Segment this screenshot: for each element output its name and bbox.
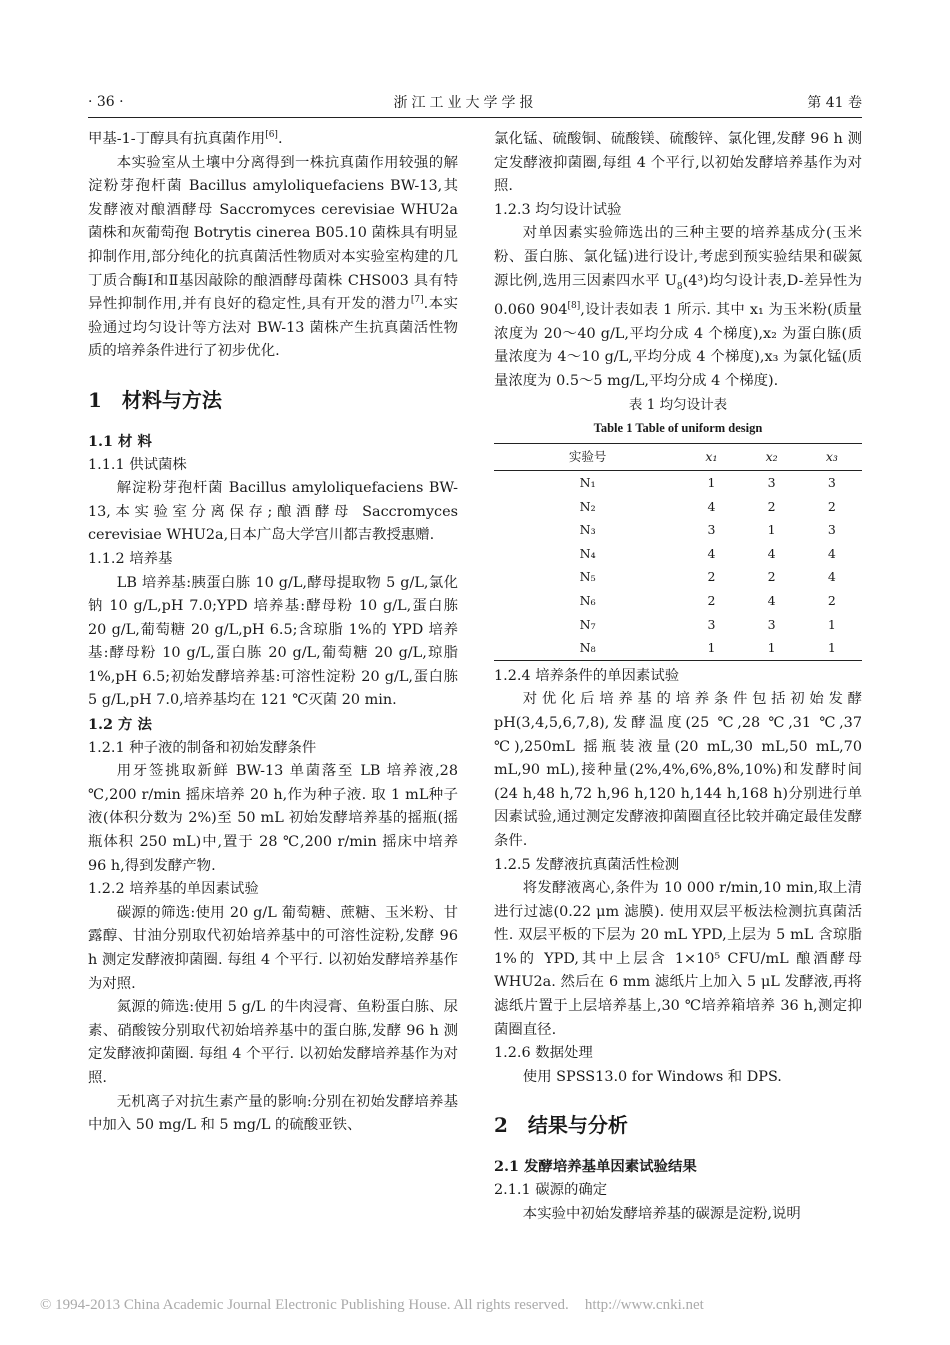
table-cell: 2: [767, 569, 776, 585]
table-cell: 2: [827, 498, 836, 514]
header-rule: [88, 117, 862, 118]
paragraph: 将发酵液离心,条件为 10 000 r/min,10 min,取上清进行过滤(0.22 μm 滤膜). 使用双层平板法检测抗真菌活性. 双层平板的下层为 20 mL YPD,上层为 5 mL 含琼脂 1%的 YPD,其中上层含 1×10⁵ CFU/mL 酿酒酵母 WHU2a. 然后在 6 mm 滤纸片上加入 5 μL 发酵液,再将滤纸片置于上层培养基上,30 ℃培养箱培养 36 h,测定抑菌圈直径.: [494, 880, 862, 1038]
subsection-heading: 2.1 发酵培养基单因素试验结果: [494, 1158, 697, 1176]
volume-number: 第 41 卷: [807, 95, 862, 111]
column-header: x₃: [802, 444, 862, 471]
table-cell: N₈: [494, 636, 681, 660]
table-caption-cn: 表 1 均匀设计表: [628, 397, 728, 414]
page-number: · 36 ·: [88, 94, 124, 110]
table-cell: 3: [767, 616, 776, 632]
subsubsection-heading: 1.2.3 均匀设计试验: [494, 201, 622, 218]
paragraph: 对单因素实验筛选出的三种主要的培养基成分(玉米粉、蛋白胨、氯化锰)进行设计,考虑到预实验结果和碳氮源比例,选用三因素四水平 $U_8(4^3)$均匀设计表,D-差异性为 0.060 904[8],设计表如表 1 所示. 其中 x₁ 为玉米粉(质量浓度为 20～40 g/L,平均分成 4 个梯度),x₂ 为蛋白胨(质量浓度为 4～10 g/L,平均分成 4 个梯度),x₃ 为氯化锰(质量浓度为 0.5～5 mg/L,平均分成 4 个梯度).: [494, 225, 862, 389]
copyright-footer: [40, 1297, 704, 1314]
subsubsection-heading: 1.2.4 培养条件的单因素试验: [494, 667, 680, 684]
subsubsection-heading: 1.1.2 培养基: [88, 550, 173, 567]
paragraph: 氯化锰、硫酸铜、硫酸镁、硫酸锌、氯化锂,发酵 96 h 测定发酵液抑菌圈,每组 4 个平行,以初始发酵培养基作为对照.: [494, 131, 862, 195]
table-cell: N₆: [579, 592, 596, 608]
paragraph: 对优化后培养基的培养条件包括初始发酵 pH(3,4,5,6,7,8),发酵温度(25 ℃,28 ℃,31 ℃,37 ℃),250mL 摇瓶装液量(20 mL,30 mL,50 mL,70 mL,90 mL),接种量(2%,4%,6%,8%,10%)和发酵时间(24 h,48 h,72 h,96 h,120 h,144 h,168 h)分别进行单因素试验,通过测定发酵液抑菌圈直径比较并确定最佳发酵条件.: [494, 691, 862, 849]
table-header-row: [494, 444, 862, 471]
table-cell: 1: [707, 475, 716, 490]
paragraph: 甲基-1-丁醇具有抗真菌作用[6].: [88, 130, 283, 147]
table-row: [494, 613, 862, 637]
table-row: [494, 589, 862, 613]
subsubsection-heading: 1.2.1 种子液的制备和初始发酵条件: [88, 739, 317, 756]
citation: [7]: [410, 295, 424, 306]
table-cell: N₅: [579, 569, 596, 585]
subsubsection-heading: 1.2.2 培养基的单因素试验: [88, 881, 259, 898]
subsection-heading: 1.2 方 法: [88, 716, 152, 734]
table-cell: 4: [767, 545, 776, 561]
section-number: 1: [88, 387, 102, 412]
table-cell: N₁: [579, 475, 596, 490]
table-cell: 1: [827, 616, 836, 632]
table-cell: 4: [827, 545, 836, 561]
subsubsection-heading: 1.2.5 发酵液抗真菌活性检测: [494, 856, 680, 873]
column-header: x₁: [681, 444, 741, 471]
table-cell: 1: [742, 636, 802, 660]
section-number: 2: [494, 1113, 508, 1138]
table-cell: 3: [767, 475, 776, 490]
table-cell: 3: [827, 522, 836, 538]
table-row: [494, 636, 862, 660]
paragraph: 碳源的筛选:使用 20 g/L 葡萄糖、蔗糖、玉米粉、甘露醇、甘油分别取代初始培养基中的可溶性淀粉,发酵 96 h 测定发酵液抑菌圈. 每组 4 个平行. 以初始发酵培养基作为对照.: [88, 904, 458, 992]
paragraph: LB 培养基:胰蛋白胨 10 g/L,酵母提取物 5 g/L,氯化钠 10 g/L,pH 7.0;YPD 培养基:酵母粉 10 g/L,蛋白胨 20 g/L,葡萄糖 20 g/L,pH 6.5;含琼脂 1%的 YPD 培养基:酵母粉 10 g/L,蛋白胨 20 g/L,葡萄糖 20 g/L,琼脂 1%,pH 6.5;初始发酵培养基:可溶性淀粉 20 g/L,蛋白胨 5 g/L,pH 7.0,培养基均在 121 ℃灭菌 20 min.: [88, 574, 458, 709]
paragraph: 本实验中初始发酵培养基的碳源是淀粉,说明: [522, 1205, 801, 1222]
section-title: 结果与分析: [527, 1113, 628, 1138]
subsubsection-heading: 1.1.1 供试菌株: [88, 456, 187, 473]
table-row: [494, 565, 862, 589]
table-cell: 4: [767, 592, 776, 608]
right-column: [494, 128, 862, 1226]
table-cell: N₇: [579, 616, 596, 632]
table-cell: N₂: [579, 498, 596, 514]
section-heading: [88, 386, 458, 414]
citation: [6]: [265, 130, 278, 141]
footer-url[interactable]: http://www.cnki.net: [584, 1297, 704, 1313]
table-cell: 1: [681, 636, 741, 660]
section-heading: [494, 1111, 862, 1139]
subsubsection-heading: 2.1.1 碳源的确定: [494, 1182, 608, 1199]
citation: [8]: [567, 301, 581, 312]
table-cell: 4: [827, 569, 836, 585]
table-row: [494, 518, 862, 542]
journal-name: 浙江工业大学学报: [393, 95, 538, 111]
running-header: [88, 90, 862, 114]
column-header: 实验号: [494, 444, 681, 471]
paragraph: 无机离子对抗生素产量的影响:分别在初始发酵培养基中加入 50 mg/L 和 5 mg/L 的硫酸亚铁、: [88, 1093, 458, 1134]
uniform-design-table: [494, 443, 862, 660]
table-cell: 2: [707, 569, 716, 585]
paragraph: 本实验室从土壤中分离得到一株抗真菌作用较强的解淀粉芽孢杆菌 Bacillus amyloliquefaciens BW-13,其发酵液对酿酒酵母 Saccromyces cerevisiae WHU2a 菌株和灰葡萄孢 Botrytis cinerea B05.10 菌株具有明显抑制作用,部分纯化的抗真菌活性物质对本实验室构建的几丁质合酶Ⅰ和Ⅱ基因敲除的酿酒酵母菌株 CHS003 具有特异性抑制作用,并有良好的稳定性,具有开发的潜力[7].本实验通过均匀设计等方法对 BW-13 菌株产生抗真菌活性物质的培养条件进行了初步优化.: [88, 154, 458, 360]
table-cell: 4: [707, 498, 716, 514]
table-cell: 1: [767, 522, 776, 538]
table-row: [494, 471, 862, 495]
copyright-text: © 1994-2013 China Academic Journal Electronic Publishing House. All rights reserved.: [40, 1297, 569, 1313]
table-cell: 4: [707, 545, 716, 561]
table-row: [494, 495, 862, 519]
table-cell: 2: [767, 498, 776, 514]
table-caption-en: Table 1 Table of uniform design: [593, 421, 763, 436]
table-cell: 2: [707, 592, 716, 608]
paragraph: 用牙签挑取新鲜 BW-13 单菌落至 LB 培养液,28 ℃,200 r/min 摇床培养 20 h,作为种子液. 取 1 mL种子液(体积分数为 2%)至 50 mL 初始发酵培养基的摇瓶(摇瓶体积 250 mL)中,置于 28 ℃,200 r/min 摇床中培养 96 h,得到发酵产物.: [88, 763, 458, 874]
paragraph: 氮源的筛选:使用 5 g/L 的牛肉浸膏、鱼粉蛋白胨、尿素、硝酸铵分别取代初始培养基中的蛋白胨,发酵 96 h 测定发酵液抑菌圈. 每组 4 个平行. 以初始发酵培养基作为对照.: [88, 999, 458, 1086]
table-cell: N₃: [579, 522, 596, 538]
table-row: [494, 542, 862, 566]
table-cell: 3: [827, 475, 836, 490]
table-cell: 3: [707, 522, 716, 538]
paragraph: 使用 SPSS13.0 for Windows 和 DPS.: [522, 1068, 782, 1085]
left-column: [88, 128, 458, 1138]
subsection-heading: 1.1 材 料: [88, 432, 152, 450]
section-title: 材料与方法: [121, 387, 222, 412]
table-cell: N₄: [579, 545, 596, 561]
table-cell: 3: [707, 616, 716, 632]
table-cell: 1: [802, 636, 862, 660]
column-header: x₂: [742, 444, 802, 471]
paragraph: 解淀粉芽孢杆菌 Bacillus amyloliquefaciens BW-13,本实验室分离保存;酿酒酵母 Saccromyces cerevisiae WHU2a,日本广岛大学宫川都吉教授惠赠.: [88, 480, 458, 544]
subsubsection-heading: 1.2.6 数据处理: [494, 1045, 593, 1062]
table-cell: 2: [827, 592, 836, 608]
